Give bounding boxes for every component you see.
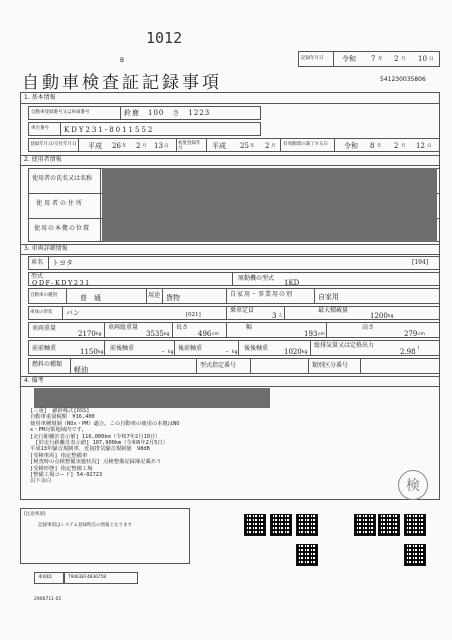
remark-line: 自動車重量税額 ¥16,400 [30,414,95,421]
redacted-user-info [102,168,437,242]
length-value: 496 [198,330,212,338]
user-name-label: 使用者の氏名又は名称 [32,175,93,182]
weight-label: 車両重量 [32,325,57,332]
maxload-value: 1200 [370,312,388,320]
remark-line: 使用車種規制（NOx・PM）適合。この自動車の使用の本拠はNO [30,420,180,427]
form-mark: B [120,57,125,64]
gross-label: 車両総重量 [108,324,139,331]
gross-value: 3535 [146,330,164,338]
notice-text: 記録事項はシステム登録時点の情報となります [38,523,133,528]
chassis-label: 車台番号 [31,126,49,131]
user-address-label: 使用者の住所 [36,200,85,207]
length-label: 長さ [176,324,189,331]
model-value: QDF-KDY231 [32,279,91,287]
handwritten-number: 1012 [146,29,183,47]
section-remarks: 4. 備考 [24,377,44,384]
rr-label: 後後軸重 [244,345,269,352]
height-value: 279 [404,330,418,338]
redacted-remarks-top [34,388,270,408]
width-label: 幅 [246,324,253,331]
make-label: 車名 [31,259,44,266]
make-value: トヨタ [52,259,73,267]
reg-value: 鈴鹿 100 さ 1223 [124,109,211,117]
reg-label: 自動車登録番号又は車両番号 [31,110,90,115]
qr-code-1 [244,514,266,536]
remark-line: [検査時の点検整備実施状況] 点検整備記録簿記載あり [30,459,162,466]
remark-line: [走行距離計表示値] 116,000km（令和7年2月10日） [30,433,161,440]
biz-value: 自家用 [318,293,339,301]
displacement-label: 総排気量又は定格出力 [314,342,375,349]
engine-value: 1KD [284,279,300,287]
width-value: 193 [304,330,318,338]
qr-code-2 [270,514,292,536]
type-no-label: 型式指定番号 [200,362,237,369]
remark-line: 平成13年騒音規制車、近接排気騒音規制値 98dB [30,446,150,453]
engine-label: 原動機の型式 [238,275,275,282]
inspection-stamp: 検 [398,470,428,500]
qr-code-6 [404,514,426,536]
user-base-label: 使用の本拠の位置 [34,225,91,232]
rr-value: 1020 [284,348,302,356]
ff-label: 前前軸重 [32,345,57,352]
footer-code: 2906711-01 [34,597,62,602]
remark-line: [旧走行距離計表示値] 107,900km（令和6年2月5日） [30,440,168,447]
weight-value: 2170 [78,330,96,338]
fr-value: - [162,348,165,356]
usage-label: 用途 [148,292,161,299]
section-user: 2. 使用者情報 [24,156,62,163]
rf-value: - [226,348,229,356]
section-vehicle: 3. 車両詳細情報 [24,245,68,252]
qr-code-7 [296,544,318,566]
rf-label: 後前軸重 [178,345,203,352]
vtype-value: 普 通 [80,294,101,302]
vehicle-id-label: 車両ID [38,575,52,580]
fuel-value: 軽油 [74,366,88,374]
chassis-value: KDY231-8011552 [64,126,155,134]
ff-value: 1150 [80,348,98,356]
qr-code-4 [354,514,376,536]
record-date-era: 令和 [342,55,356,63]
remarks-list [30,408,350,485]
fuel-label: 燃料の種類 [32,361,63,368]
vehicle-id-value: T9463EF4836758 [68,575,106,580]
model-label: 型式 [31,273,44,280]
section-basic: 1. 基本情報 [24,94,56,101]
record-date-label: 記録年月日 [301,56,324,61]
usage-value: 貨物 [166,294,180,302]
capacity-label: 乗車定員 [230,307,255,314]
remark-line: [受検車両] 指定整備車 [30,452,88,459]
remark-line: [受検形態] 指定整備工場 [30,465,93,472]
make-code: [194] [412,259,429,266]
biz-label: 自家用・事業用の別 [230,291,294,298]
maxload-label: 最大積載量 [318,307,349,314]
class-no-label: 類別区分番号 [312,362,349,369]
body-label: 車体の形状 [30,310,53,315]
first-reg-label: 登録年月日/交付年月日 [30,142,77,147]
qr-code-8 [404,544,426,566]
page-title: 自動車検査証記録事項 [22,73,222,93]
serial-number: 541230035806 [380,76,426,83]
qr-code-3 [296,514,318,536]
remark-line: x・PM対策地域内です。 [30,427,87,434]
remark-line: [整備工場コード] 54-02723 [30,472,103,479]
body-code: [021] [186,312,201,318]
height-label: 高さ [362,324,375,331]
notice-title: [注意事項] [24,512,46,517]
vtype-label: 自動車の種別 [30,293,57,298]
fr-label: 前後軸重 [110,345,135,352]
remark-line: [三重] 錦鈴株式[OSS] [30,408,90,414]
qr-code-5 [378,514,400,536]
first-year-label: 初度登録年月 [178,141,201,151]
body-value: バン [66,309,80,317]
remark-line: 以下余白 [30,478,52,485]
expiry-label: 有効期間の満了する日 [283,142,328,147]
capacity-value: 3 [272,312,277,320]
displacement-value: 2.98 [400,348,416,356]
